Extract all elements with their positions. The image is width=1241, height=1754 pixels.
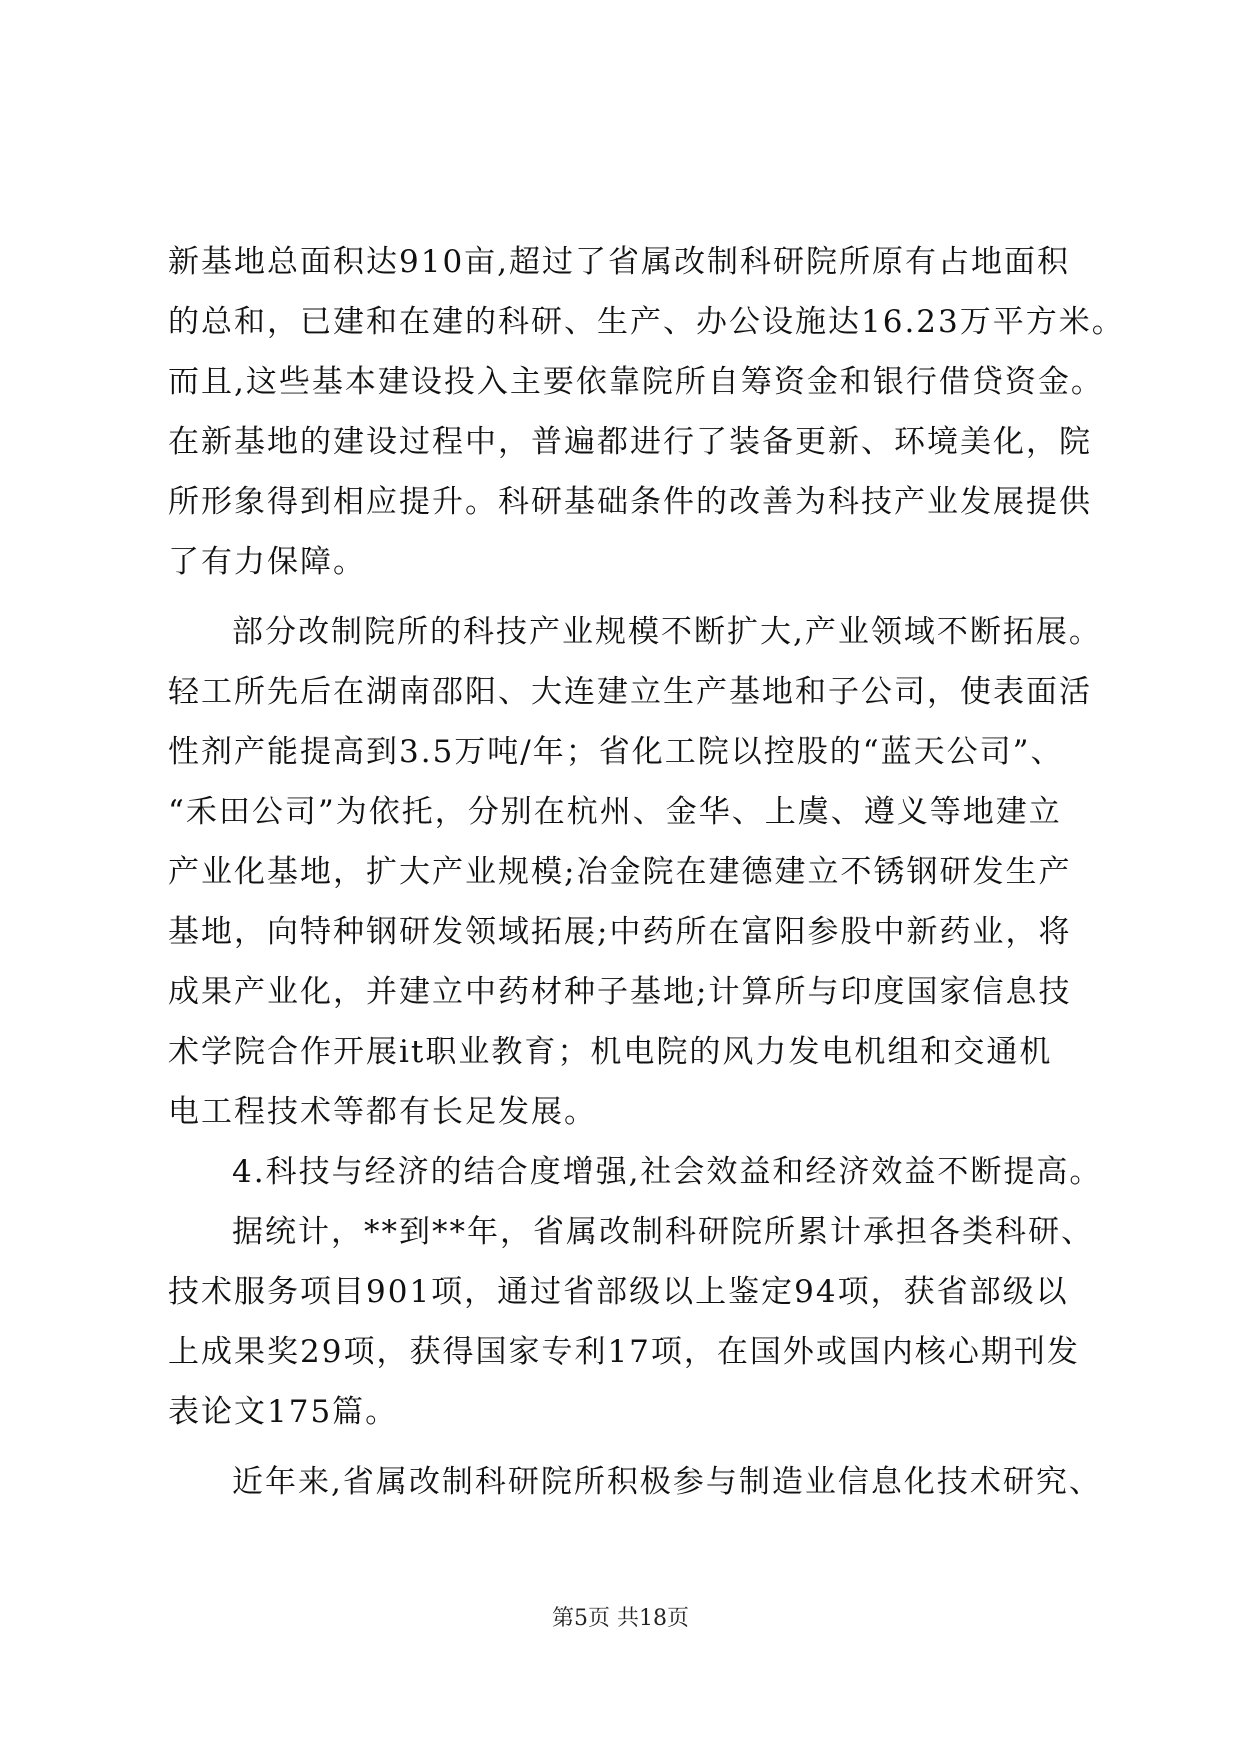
- text-line: 技术服务项目901项，通过省部级以上鉴定94项，获省部级以: [168, 1274, 1069, 1310]
- text-line: 新基地总面积达910亩,超过了省属改制科研院所原有占地面积: [168, 244, 1071, 280]
- text-line: 据统计，**到**年，省属改制科研院所累计承担各类科研、: [232, 1214, 1094, 1250]
- text-line: 术学院合作开展it职业教育；机电院的风力发电机组和交通机: [168, 1034, 1053, 1070]
- text-line: 上成果奖29项，获得国家专利17项，在国外或国内核心期刊发: [168, 1334, 1080, 1370]
- text-line: 性剂产能提高到3.5万吨/年；省化工院以控股的“蓝天公司”、: [168, 734, 1064, 770]
- text-line: 表论文175篇。: [168, 1394, 399, 1430]
- text-line: 所形象得到相应提升。科研基础条件的改善为科技产业发展提供: [168, 484, 1092, 520]
- body-text: [168, 232, 1128, 1512]
- text-line: 电工程技术等都有长足发展。: [168, 1094, 597, 1130]
- text-line: 轻工所先后在湖南邵阳、大连建立生产基地和子公司，使表面活: [168, 674, 1092, 710]
- text-line: 产业化基地，扩大产业规模;冶金院在建德建立不锈钢研发生产: [168, 854, 1072, 890]
- text-line: “禾田公司”为依托，分别在杭州、金华、上虞、遵义等地建立: [168, 794, 1062, 830]
- text-line: 部分改制院所的科技产业规模不断扩大,产业领域不断拓展。: [232, 614, 1102, 650]
- text-line: 了有力保障。: [168, 544, 366, 580]
- page-number-footer: 第5页 共18页: [552, 1606, 689, 1631]
- text-line: 而且,这些基本建设投入主要依靠院所自筹资金和银行借贷资金。: [168, 364, 1104, 400]
- text-line: 在新基地的建设过程中，普遍都进行了装备更新、环境美化，院: [168, 424, 1092, 460]
- text-line: 基地，向特种钢研发领域拓展;中药所在富阳参股中新药业，将: [168, 914, 1072, 950]
- text-line: 近年来,省属改制科研院所积极参与制造业信息化技术研究、: [232, 1464, 1102, 1500]
- section-heading: 4.科技与经济的结合度增强,社会效益和经济效益不断提高。: [232, 1154, 1103, 1190]
- text-line: 成果产业化，并建立中药材种子基地;计算所与印度国家信息技: [168, 974, 1072, 1010]
- text-line: 的总和，已建和在建的科研、生产、办公设施达16.23万平方米。: [168, 304, 1125, 340]
- paragraph-gap: [168, 1442, 1128, 1452]
- paragraph-gap: [168, 592, 1128, 602]
